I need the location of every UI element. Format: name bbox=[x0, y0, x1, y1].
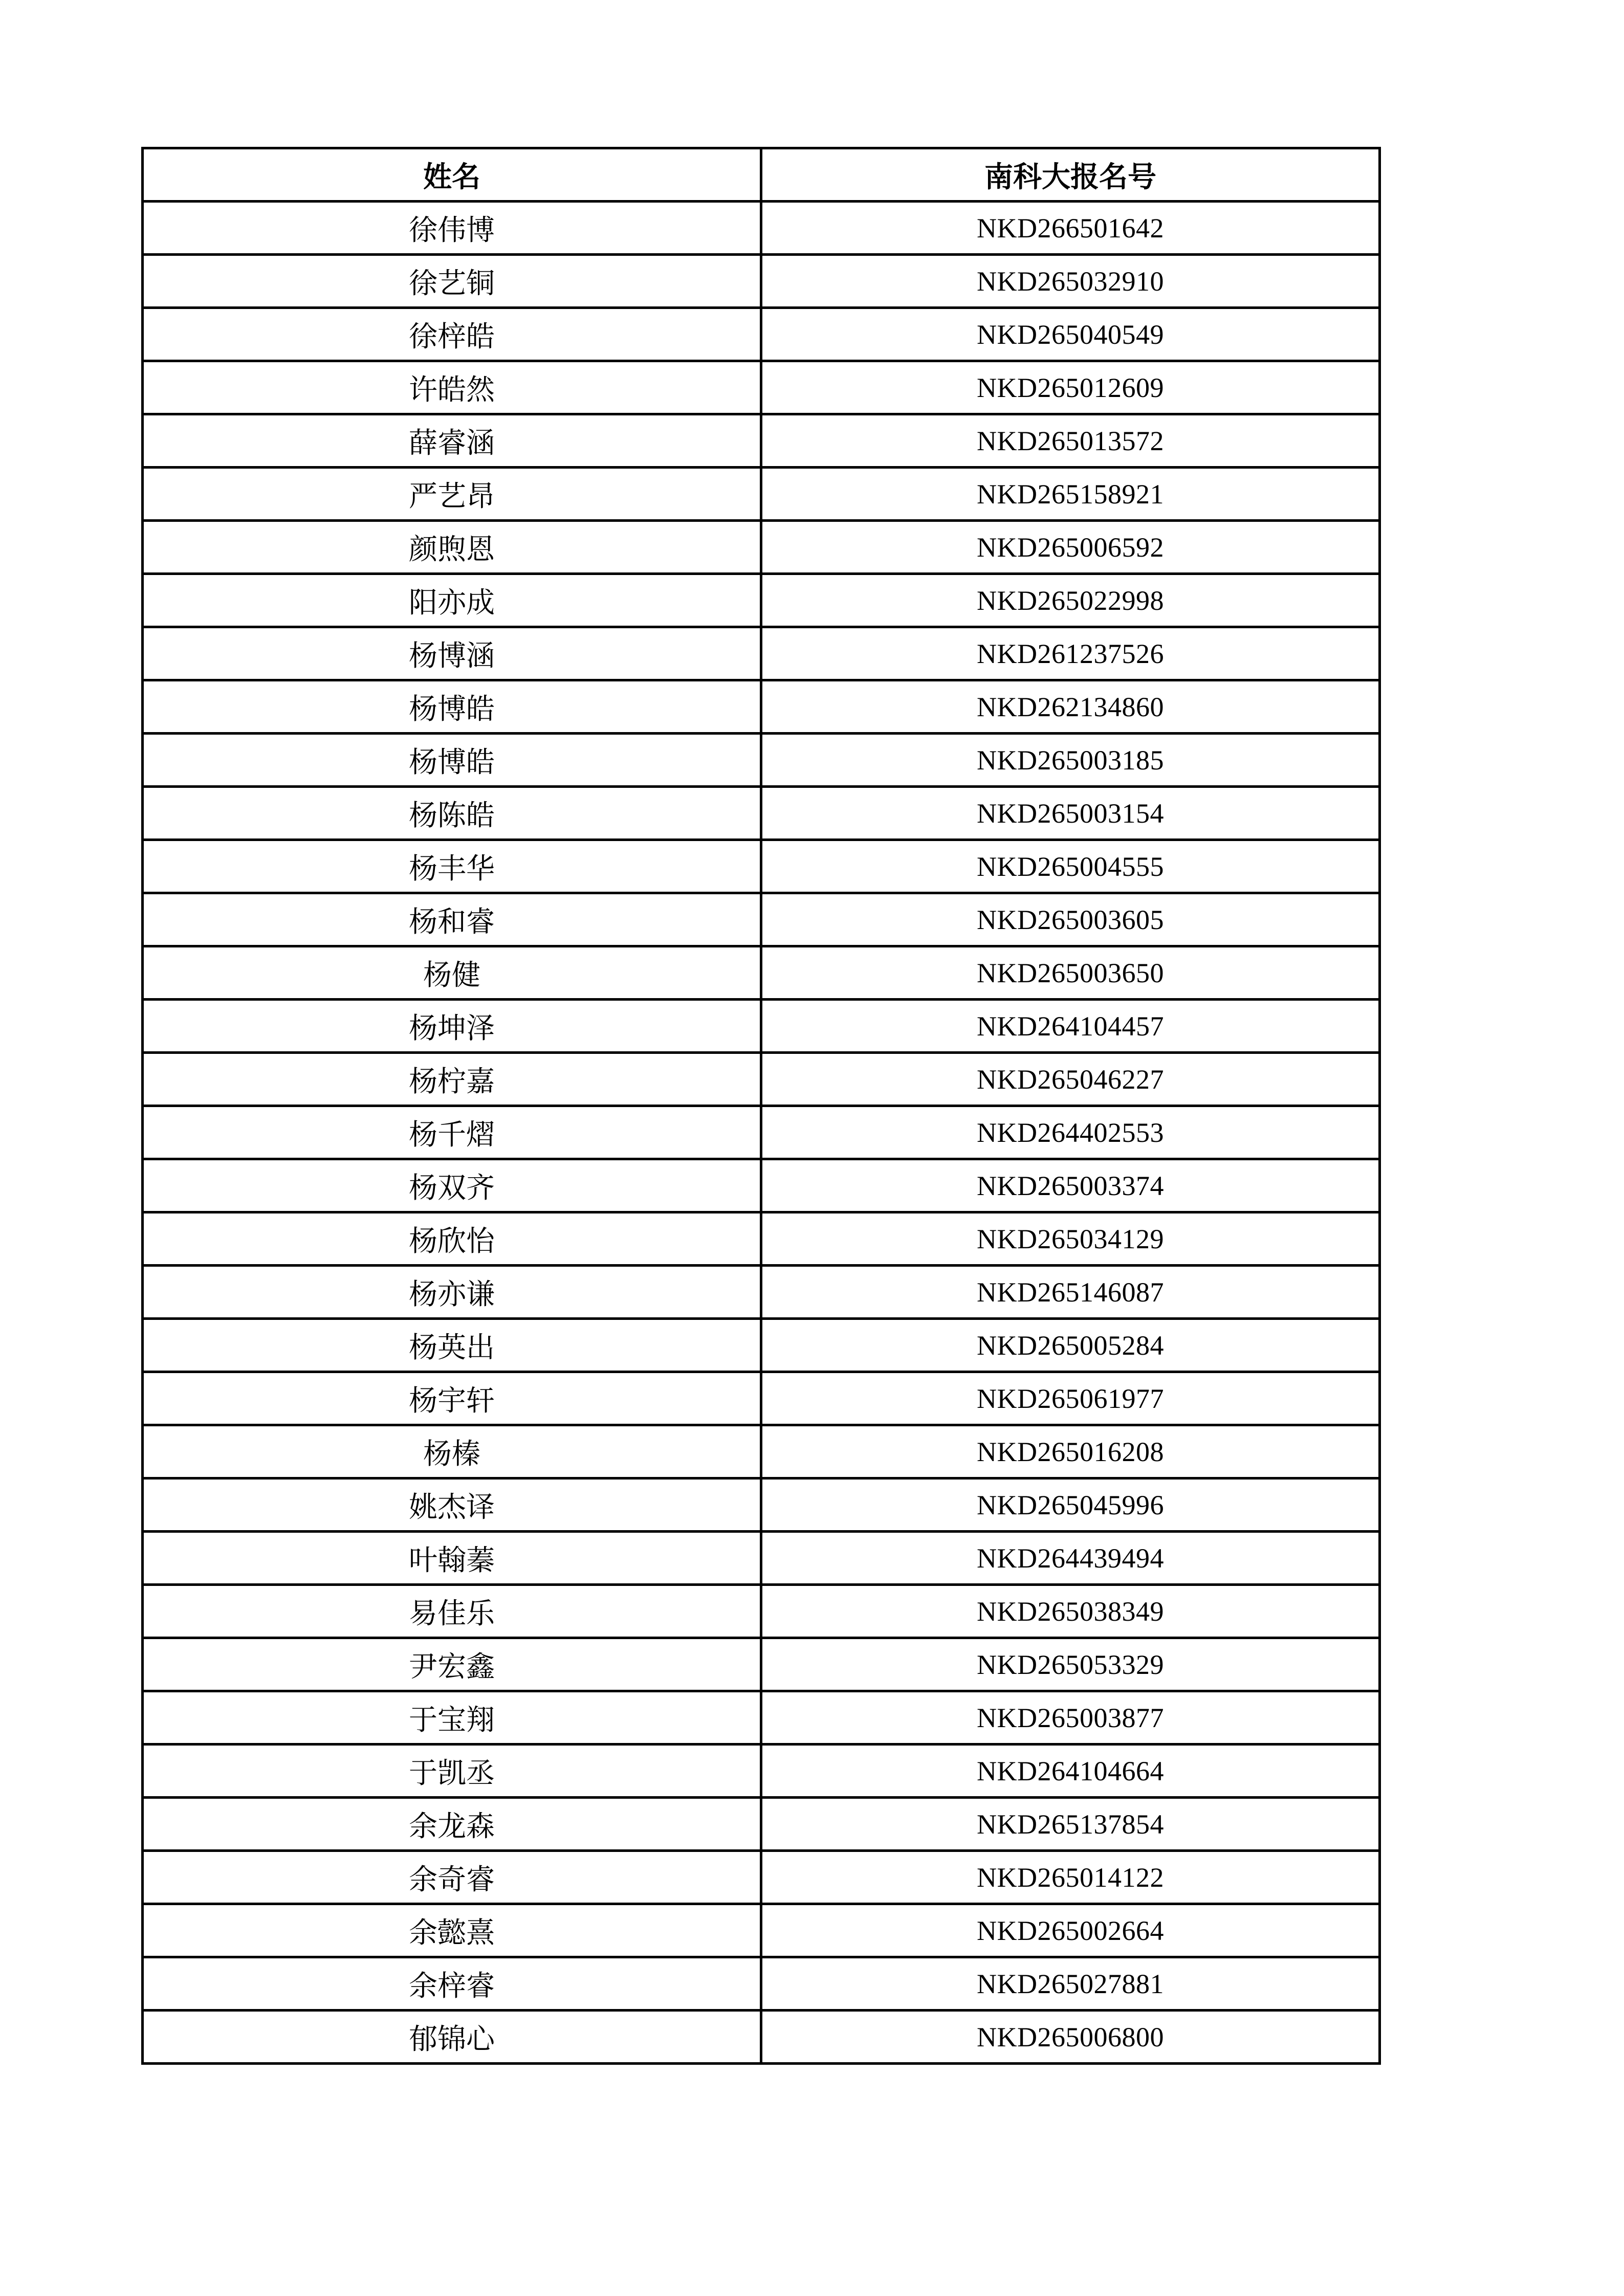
registration-number-cell: NKD265006800 bbox=[761, 2011, 1380, 2064]
table-row bbox=[143, 521, 1380, 574]
table-row bbox=[143, 468, 1380, 521]
student-name-cell: 杨博涵 bbox=[143, 627, 761, 680]
student-name-cell: 姚杰译 bbox=[143, 1478, 761, 1532]
student-name-cell: 徐伟博 bbox=[143, 202, 761, 255]
table-row bbox=[143, 1957, 1380, 2011]
table-row bbox=[143, 1638, 1380, 1691]
student-name-cell: 阳亦成 bbox=[143, 574, 761, 627]
registration-number-cell: NKD265003185 bbox=[761, 734, 1380, 787]
registration-number-cell: NKD265012609 bbox=[761, 361, 1380, 414]
registration-number-cell: NKD266501642 bbox=[761, 202, 1380, 255]
student-name-cell: 杨榛 bbox=[143, 1425, 761, 1478]
table-row bbox=[143, 787, 1380, 840]
student-name-cell: 于凯丞 bbox=[143, 1745, 761, 1798]
student-name-cell: 薛睿涵 bbox=[143, 414, 761, 468]
student-name-cell: 严艺昂 bbox=[143, 468, 761, 521]
table-row bbox=[143, 840, 1380, 893]
registration-number-cell: NKD265027881 bbox=[761, 1957, 1380, 2011]
registration-number-cell: NKD265003605 bbox=[761, 893, 1380, 946]
table-row bbox=[143, 1745, 1380, 1798]
registration-number-cell: NKD265022998 bbox=[761, 574, 1380, 627]
registration-number-cell: NKD265040549 bbox=[761, 308, 1380, 361]
table-row bbox=[143, 361, 1380, 414]
registration-number-cell: NKD261237526 bbox=[761, 627, 1380, 680]
table-row bbox=[143, 1319, 1380, 1372]
header-name: 姓名 bbox=[143, 148, 761, 202]
registration-number-cell: NKD265003877 bbox=[761, 1691, 1380, 1745]
table-row bbox=[143, 1106, 1380, 1159]
table-row bbox=[143, 574, 1380, 627]
registration-number-cell: NKD265016208 bbox=[761, 1425, 1380, 1478]
student-name-cell: 杨丰华 bbox=[143, 840, 761, 893]
registration-number-cell: NKD265045996 bbox=[761, 1478, 1380, 1532]
registration-number-cell: NKD264439494 bbox=[761, 1532, 1380, 1585]
student-name-cell: 杨坤泽 bbox=[143, 1000, 761, 1053]
student-name-cell: 杨柠嘉 bbox=[143, 1053, 761, 1106]
table-row bbox=[143, 1053, 1380, 1106]
student-name-cell: 郁锦心 bbox=[143, 2011, 761, 2064]
registration-number-cell: NKD265158921 bbox=[761, 468, 1380, 521]
student-name-cell: 颜煦恩 bbox=[143, 521, 761, 574]
registration-number-cell: NKD265005284 bbox=[761, 1319, 1380, 1372]
table-row bbox=[143, 1904, 1380, 1957]
table-row bbox=[143, 627, 1380, 680]
student-name-cell: 余龙森 bbox=[143, 1798, 761, 1851]
registration-number-cell: NKD265003650 bbox=[761, 946, 1380, 1000]
table-header-row bbox=[143, 148, 1380, 202]
table-row bbox=[143, 414, 1380, 468]
student-name-cell: 杨欣怡 bbox=[143, 1212, 761, 1266]
table-row bbox=[143, 1691, 1380, 1745]
table-row bbox=[143, 1266, 1380, 1319]
registration-table bbox=[141, 147, 1381, 2065]
table-row bbox=[143, 1585, 1380, 1638]
table-row bbox=[143, 1212, 1380, 1266]
registration-number-cell: NKD265046227 bbox=[761, 1053, 1380, 1106]
registration-number-cell: NKD265003154 bbox=[761, 787, 1380, 840]
student-name-cell: 徐梓皓 bbox=[143, 308, 761, 361]
table-row bbox=[143, 1000, 1380, 1053]
student-name-cell: 余奇睿 bbox=[143, 1851, 761, 1904]
table-row bbox=[143, 1425, 1380, 1478]
student-name-cell: 叶翰蓁 bbox=[143, 1532, 761, 1585]
student-name-cell: 余懿熹 bbox=[143, 1904, 761, 1957]
table-row bbox=[143, 308, 1380, 361]
registration-number-cell: NKD264402553 bbox=[761, 1106, 1380, 1159]
registration-number-cell: NKD265061977 bbox=[761, 1372, 1380, 1425]
table-row bbox=[143, 1798, 1380, 1851]
student-name-cell: 杨英出 bbox=[143, 1319, 761, 1372]
table-row bbox=[143, 946, 1380, 1000]
table-row bbox=[143, 1532, 1380, 1585]
student-name-cell: 杨博皓 bbox=[143, 734, 761, 787]
student-name-cell: 杨宇轩 bbox=[143, 1372, 761, 1425]
registration-number-cell: NKD265053329 bbox=[761, 1638, 1380, 1691]
header-registration-number: 南科大报名号 bbox=[761, 148, 1380, 202]
student-name-cell: 杨亦谦 bbox=[143, 1266, 761, 1319]
registration-number-cell: NKD265002664 bbox=[761, 1904, 1380, 1957]
student-name-cell: 徐艺铜 bbox=[143, 255, 761, 308]
registration-number-cell: NKD264104457 bbox=[761, 1000, 1380, 1053]
registration-number-cell: NKD265038349 bbox=[761, 1585, 1380, 1638]
table-row bbox=[143, 1372, 1380, 1425]
registration-number-cell: NKD265004555 bbox=[761, 840, 1380, 893]
table-row bbox=[143, 680, 1380, 734]
student-name-cell: 易佳乐 bbox=[143, 1585, 761, 1638]
student-name-cell: 杨博皓 bbox=[143, 680, 761, 734]
student-name-cell: 许皓然 bbox=[143, 361, 761, 414]
table-row bbox=[143, 893, 1380, 946]
table-row bbox=[143, 1851, 1380, 1904]
registration-number-cell: NKD265032910 bbox=[761, 255, 1380, 308]
registration-number-cell: NKD265137854 bbox=[761, 1798, 1380, 1851]
table-body bbox=[143, 202, 1380, 2064]
registration-number-cell: NKD265006592 bbox=[761, 521, 1380, 574]
table-row bbox=[143, 1478, 1380, 1532]
student-name-cell: 尹宏鑫 bbox=[143, 1638, 761, 1691]
student-name-cell: 杨陈皓 bbox=[143, 787, 761, 840]
student-name-cell: 杨和睿 bbox=[143, 893, 761, 946]
table-row bbox=[143, 1159, 1380, 1212]
student-name-cell: 杨千熠 bbox=[143, 1106, 761, 1159]
student-name-cell: 杨健 bbox=[143, 946, 761, 1000]
student-name-cell: 于宝翔 bbox=[143, 1691, 761, 1745]
registration-number-cell: NKD265146087 bbox=[761, 1266, 1380, 1319]
registration-number-cell: NKD265014122 bbox=[761, 1851, 1380, 1904]
student-name-cell: 余梓睿 bbox=[143, 1957, 761, 2011]
table-row bbox=[143, 734, 1380, 787]
registration-number-cell: NKD264104664 bbox=[761, 1745, 1380, 1798]
table-row bbox=[143, 255, 1380, 308]
registration-number-cell: NKD262134860 bbox=[761, 680, 1380, 734]
table-row bbox=[143, 202, 1380, 255]
table-row bbox=[143, 2011, 1380, 2064]
registration-number-cell: NKD265034129 bbox=[761, 1212, 1380, 1266]
registration-number-cell: NKD265013572 bbox=[761, 414, 1380, 468]
registration-number-cell: NKD265003374 bbox=[761, 1159, 1380, 1212]
student-name-cell: 杨双齐 bbox=[143, 1159, 761, 1212]
